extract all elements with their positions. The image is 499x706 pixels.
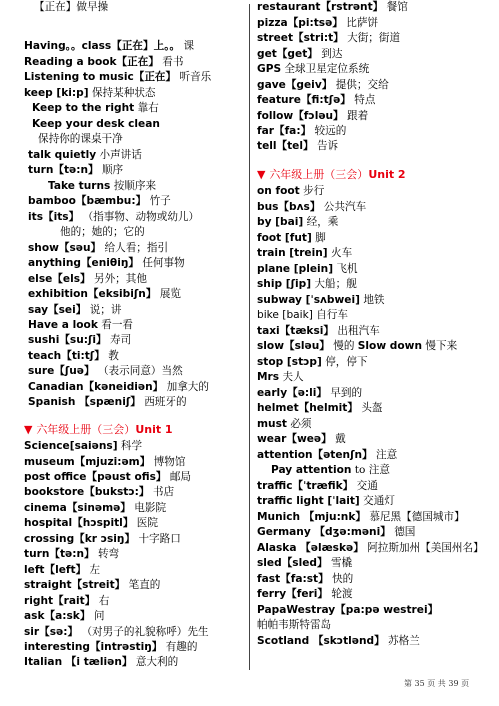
vocab-entry bbox=[28, 194, 171, 208]
page-number: 第 35 页 共 39 页 bbox=[404, 679, 470, 688]
chinese-gloss: 教 bbox=[108, 350, 119, 362]
unit-heading bbox=[257, 168, 406, 182]
chinese-gloss: 左 bbox=[89, 564, 101, 576]
vocab-entry bbox=[257, 339, 457, 353]
english-term: taxi【tæksi】 bbox=[257, 325, 335, 337]
vocab-entry bbox=[257, 200, 366, 214]
chinese-gloss: 停，停下 bbox=[325, 356, 368, 368]
english-term: ask【a:sk】 bbox=[24, 610, 91, 622]
vocab-entry bbox=[28, 364, 183, 378]
english-term: ferry【feri】 bbox=[257, 588, 328, 600]
chinese-gloss: 轮渡 bbox=[331, 588, 353, 600]
chinese-gloss: 地铁 bbox=[363, 294, 385, 306]
vocab-entry bbox=[24, 640, 198, 654]
chinese-gloss: 意大利的 bbox=[135, 656, 179, 668]
chinese-gloss: 帕帕韦斯特雷岛 bbox=[257, 619, 332, 631]
english-term: else【els】 bbox=[28, 273, 91, 285]
english-term: helmet【helmit】 bbox=[257, 402, 358, 414]
english-term: Keep to the right bbox=[32, 102, 135, 114]
chinese-gloss: 医院 bbox=[136, 517, 158, 529]
english-term: cinema【sinəmə】 bbox=[24, 502, 131, 514]
english-term: Pay attention bbox=[271, 464, 352, 476]
vocab-entry bbox=[257, 572, 353, 586]
english-term: sure【ʃuə】 bbox=[28, 365, 95, 377]
chinese-gloss: 竹子 bbox=[149, 195, 171, 207]
chinese-gloss: 寿司 bbox=[110, 334, 132, 346]
vocab-entry bbox=[257, 246, 352, 260]
chinese-gloss: 课 bbox=[183, 40, 195, 52]
vocab-entry bbox=[34, 0, 108, 14]
english-term: turn【tə:n】 bbox=[24, 548, 95, 560]
chinese-gloss: 步行 bbox=[303, 185, 325, 197]
english-term: Alaska 【əlæskə】 bbox=[257, 542, 364, 554]
vocab-entry bbox=[257, 93, 375, 107]
vocab-entry bbox=[257, 541, 484, 555]
english-term: on foot bbox=[257, 185, 300, 197]
english-term: train [trein] bbox=[257, 247, 328, 259]
vocab-entry bbox=[28, 241, 168, 255]
vocab-entry bbox=[257, 78, 389, 92]
english-term: stop [stɔp] bbox=[257, 356, 322, 368]
vocab-entry bbox=[24, 455, 185, 469]
chinese-gloss: 博物馆 bbox=[153, 456, 186, 468]
english-term: right【rait】 bbox=[24, 595, 96, 607]
english-term: plane [plein] bbox=[257, 263, 334, 275]
english-term: bamboo【bæmbu:】 bbox=[28, 195, 147, 207]
vocab-entry bbox=[257, 556, 352, 570]
chinese-gloss: 十字路口 bbox=[138, 533, 181, 545]
english-term: sled【sled】 bbox=[257, 557, 328, 569]
chinese-gloss: 阿拉斯加州【美国州名】 bbox=[367, 542, 484, 554]
chinese-gloss: 问 bbox=[93, 610, 105, 622]
chinese-gloss: 餐馆 bbox=[386, 1, 408, 13]
vocab-entry bbox=[28, 256, 185, 270]
vocab-entry bbox=[28, 318, 133, 332]
english-term: attention【ətenʃn】 bbox=[257, 449, 373, 461]
chinese-gloss: 火车 bbox=[331, 247, 353, 259]
english-term: Slow down bbox=[357, 340, 423, 352]
chinese-gloss: 交通 bbox=[356, 480, 378, 492]
english-term: Spanish 【spæniʃ】 bbox=[28, 396, 141, 408]
chinese-gloss: 转弯 bbox=[97, 548, 120, 560]
chinese-gloss: 脚 bbox=[315, 232, 326, 244]
english-term: bike [baik] bbox=[257, 309, 313, 321]
vocab-entry bbox=[257, 401, 383, 415]
chinese-gloss: 头盔 bbox=[361, 402, 383, 414]
english-term: sir【sə:】 bbox=[24, 626, 79, 638]
vocab-entry bbox=[24, 55, 183, 69]
vocab-entry bbox=[28, 380, 209, 394]
english-term: by [bai] bbox=[257, 216, 304, 228]
chinese-gloss: 早到的 bbox=[330, 387, 363, 399]
vocab-entry bbox=[257, 448, 397, 462]
chinese-gloss: 自行车 bbox=[316, 309, 349, 321]
english-term: post office【pəust ofis】 bbox=[24, 471, 167, 483]
chinese-gloss: 德国 bbox=[394, 526, 416, 538]
english-term: far【fa:】 bbox=[257, 125, 312, 137]
vocab-entry bbox=[257, 308, 348, 322]
english-term: fast【fa:st】 bbox=[257, 573, 329, 585]
english-term: slow【sləu】 bbox=[257, 340, 330, 352]
chinese-gloss: 给人看；指引 bbox=[104, 242, 169, 254]
vocab-entry bbox=[257, 31, 400, 45]
vocab-entry bbox=[257, 386, 362, 400]
english-term: bus【bʌs】 bbox=[257, 201, 321, 213]
english-term: ▼ bbox=[257, 168, 266, 181]
unit-label: Unit 2 bbox=[368, 168, 406, 181]
chinese-gloss: 大街；街道 bbox=[347, 32, 401, 44]
english-term: ship [ʃip] bbox=[257, 278, 312, 290]
chinese-gloss: 大船；舰 bbox=[314, 278, 357, 290]
english-term: foot [fut] bbox=[257, 232, 312, 244]
vocab-entry bbox=[257, 231, 326, 245]
chinese-gloss: 展览 bbox=[159, 288, 181, 300]
vocab-entry bbox=[257, 510, 465, 524]
vocab-entry bbox=[257, 262, 358, 276]
chinese-gloss: 特点 bbox=[354, 94, 376, 106]
chinese-gloss: 有趣的 bbox=[165, 641, 198, 653]
english-term: Canadian【kəneidiən】 bbox=[28, 381, 164, 393]
vocab-entry bbox=[257, 47, 342, 61]
english-term: interesting【intrəstiŋ】 bbox=[24, 641, 163, 653]
vocab-entry bbox=[28, 210, 199, 224]
chinese-gloss: 慢下来 bbox=[425, 340, 458, 352]
english-term: Germany 【dʒə:məni】 bbox=[257, 526, 391, 538]
chinese-gloss: 出租汽车 bbox=[337, 325, 380, 337]
english-term: sushi【su:ʃi】 bbox=[28, 334, 107, 346]
english-term: street【stri:t】 bbox=[257, 32, 344, 44]
english-term: keep [ki:p] bbox=[24, 87, 89, 99]
vocab-entry bbox=[28, 272, 147, 286]
vocab-entry bbox=[257, 355, 368, 369]
english-term: gave【geiv】 bbox=[257, 79, 333, 91]
chinese-gloss: 任何事物 bbox=[142, 257, 185, 269]
vocab-entry bbox=[24, 86, 156, 100]
english-term: early【ə:li】 bbox=[257, 387, 327, 399]
chinese-gloss: 加拿大的 bbox=[166, 381, 209, 393]
chinese-gloss: 书店 bbox=[152, 486, 175, 498]
english-term: Listening to music【正在】 bbox=[24, 71, 177, 83]
vocab-entry bbox=[24, 39, 194, 53]
vocab-entry bbox=[28, 349, 119, 363]
chinese-gloss: 告诉 bbox=[316, 140, 339, 152]
english-term: Reading a book【正在】 bbox=[24, 56, 159, 68]
english-term: hospital【hɔspitl】 bbox=[24, 517, 134, 529]
vocab-entry bbox=[257, 293, 385, 307]
chinese-gloss: 慢的 bbox=[333, 340, 355, 352]
vocab-entry bbox=[257, 324, 380, 338]
english-term: get【get】 bbox=[257, 48, 318, 60]
vocab-entry bbox=[257, 525, 415, 539]
english-term: PapaWestray【pa:pə westrei】 bbox=[257, 604, 439, 616]
english-term: Keep your desk clean bbox=[32, 118, 160, 130]
chinese-gloss: （指事物、动物或幼儿） bbox=[82, 211, 200, 223]
chinese-gloss: 另外；其他 bbox=[94, 273, 147, 285]
english-term: Scotland 【skɔtlənd】 bbox=[257, 635, 385, 647]
english-term: tell【tel】 bbox=[257, 140, 314, 152]
unit-heading bbox=[24, 423, 173, 437]
chinese-gloss: to 注意 bbox=[354, 464, 390, 476]
english-term: say【sei】 bbox=[28, 304, 87, 316]
vocab-entry bbox=[24, 532, 181, 546]
vocab-entry bbox=[257, 618, 331, 632]
chinese-gloss: 注意 bbox=[376, 449, 398, 461]
chinese-gloss: 苏格兰 bbox=[388, 635, 420, 647]
vocab-entry bbox=[32, 101, 159, 115]
column-divider bbox=[249, 4, 250, 670]
chinese-gloss: 全球卫星定位系统 bbox=[284, 63, 370, 75]
vocab-entry bbox=[28, 303, 122, 317]
vocab-entry bbox=[28, 333, 131, 347]
english-term: Mrs bbox=[257, 371, 280, 383]
chinese-gloss: 科学 bbox=[120, 440, 143, 452]
chinese-gloss: 跟着 bbox=[347, 110, 369, 122]
vocab-entry bbox=[28, 163, 123, 177]
vocab-entry bbox=[257, 16, 378, 30]
chinese-gloss: 经，乘 bbox=[306, 216, 339, 228]
chinese-gloss: 他的；她的；它的 bbox=[60, 226, 145, 238]
english-term: show【səu】 bbox=[28, 242, 102, 254]
english-term: museum【mjuzi:əm】 bbox=[24, 456, 151, 468]
chinese-gloss: 快的 bbox=[332, 573, 354, 585]
english-term: anything【eniθiŋ】 bbox=[28, 257, 139, 269]
chinese-gloss: 交通灯 bbox=[363, 495, 395, 507]
vocab-entry bbox=[257, 139, 338, 153]
vocab-entry bbox=[24, 70, 211, 84]
vocab-entry bbox=[24, 470, 191, 484]
chinese-gloss: 必须 bbox=[290, 418, 312, 430]
chinese-gloss: 六年级上册（三会） bbox=[269, 168, 369, 181]
chinese-gloss: 戴 bbox=[335, 433, 346, 445]
chinese-gloss: 听音乐 bbox=[179, 71, 212, 83]
chinese-gloss: 六年级上册（三会） bbox=[36, 423, 136, 436]
chinese-gloss: 公共汽车 bbox=[323, 201, 367, 213]
vocab-entry bbox=[28, 395, 187, 409]
chinese-gloss: 雪橇 bbox=[330, 557, 353, 569]
vocab-entry bbox=[38, 132, 123, 146]
vocab-entry bbox=[28, 148, 142, 162]
english-term: Take turns bbox=[48, 180, 111, 192]
chinese-gloss: 顺序 bbox=[101, 164, 124, 176]
english-term: must bbox=[257, 418, 287, 430]
vocab-entry bbox=[24, 578, 160, 592]
vocab-entry bbox=[32, 117, 160, 131]
english-term: exhibition【eksibiʃn】 bbox=[28, 288, 157, 300]
vocab-entry bbox=[24, 439, 142, 453]
english-term: talk quietly bbox=[28, 149, 97, 161]
english-term: Having。。class【正在】上。。 bbox=[24, 40, 181, 52]
vocab-entry bbox=[257, 432, 346, 446]
english-term: turn【tə:n】 bbox=[28, 164, 99, 176]
chinese-gloss: 邮局 bbox=[169, 471, 192, 483]
vocab-entry bbox=[257, 109, 368, 123]
english-term: Italian 【i tæliən】 bbox=[24, 656, 133, 668]
chinese-gloss: （表示同意）当然 bbox=[97, 365, 183, 377]
chinese-gloss: 右 bbox=[98, 595, 110, 607]
english-term: bookstore【bukstɔ:】 bbox=[24, 486, 150, 498]
english-term: straight【streit】 bbox=[24, 579, 126, 591]
vocab-entry bbox=[271, 463, 390, 477]
vocab-entry bbox=[24, 547, 119, 561]
chinese-gloss: 保持你的课桌干净 bbox=[38, 133, 123, 145]
chinese-gloss: 看一看 bbox=[101, 319, 134, 331]
chinese-gloss: 较远的 bbox=[314, 125, 347, 137]
english-term: traffic light [ˈlait] bbox=[257, 495, 360, 507]
chinese-gloss: 按顺序来 bbox=[113, 180, 157, 192]
vocab-entry bbox=[257, 494, 395, 508]
vocab-entry bbox=[24, 609, 104, 623]
unit-label: Unit 1 bbox=[135, 423, 173, 436]
vocab-entry bbox=[24, 501, 166, 515]
vocab-entry bbox=[24, 485, 174, 499]
english-term: pizza【pi:tsə】 bbox=[257, 17, 343, 29]
chinese-gloss: 看书 bbox=[162, 56, 184, 68]
english-term: restaurant【rstrənt】 bbox=[257, 1, 384, 13]
vocab-entry bbox=[24, 655, 178, 669]
vocab-entry bbox=[257, 370, 304, 384]
vocab-entry bbox=[24, 516, 158, 530]
chinese-gloss: 【正在】做早操 bbox=[34, 1, 109, 13]
chinese-gloss: 比萨饼 bbox=[346, 17, 379, 29]
english-term: subway [ˈsʌbwei] bbox=[257, 294, 360, 306]
english-term: Munich 【mju:nk】 bbox=[257, 511, 366, 523]
english-term: left【left】 bbox=[24, 564, 87, 576]
vocab-entry bbox=[257, 124, 346, 138]
vocab-entry bbox=[257, 62, 369, 76]
vocab-entry bbox=[24, 563, 100, 577]
vocab-entry bbox=[257, 417, 312, 431]
english-term: crossing【kr ɔsiŋ】 bbox=[24, 533, 136, 545]
chinese-gloss: 西班牙的 bbox=[144, 396, 187, 408]
vocab-entry bbox=[257, 587, 353, 601]
english-term: traffic【ˈtræfik】 bbox=[257, 480, 354, 492]
vocab-entry bbox=[257, 184, 324, 198]
chinese-gloss: 提供；交给 bbox=[335, 79, 389, 91]
english-term: Have a look bbox=[28, 319, 98, 331]
vocab-entry bbox=[257, 0, 408, 14]
chinese-gloss: 保持某种状态 bbox=[91, 87, 156, 99]
english-term: follow【fɔləu】 bbox=[257, 110, 344, 122]
chinese-gloss: 电影院 bbox=[134, 502, 167, 514]
chinese-gloss: 飞机 bbox=[336, 263, 358, 275]
vocab-entry bbox=[24, 594, 109, 608]
vocab-entry bbox=[28, 287, 181, 301]
chinese-gloss: 夫人 bbox=[282, 371, 304, 383]
vocab-entry bbox=[257, 479, 378, 493]
vocab-entry bbox=[257, 215, 338, 229]
english-term: Science[saiəns] bbox=[24, 440, 118, 452]
vocab-entry bbox=[257, 277, 357, 291]
vocab-entry bbox=[257, 634, 420, 648]
vocab-entry bbox=[48, 179, 156, 193]
vocab-entry bbox=[257, 603, 438, 617]
english-term: teach【ti:tʃ】 bbox=[28, 350, 105, 362]
chinese-gloss: 说；讲 bbox=[89, 304, 122, 316]
english-term: feature【fi:tʃə】 bbox=[257, 94, 351, 106]
chinese-gloss: （对男子的礼貌称呼）先生 bbox=[81, 626, 209, 638]
english-term: ▼ bbox=[24, 423, 33, 436]
english-term: its【its】 bbox=[28, 211, 80, 223]
vocab-entry bbox=[60, 225, 145, 239]
chinese-gloss: 慕尼黑【德国城市】 bbox=[369, 511, 465, 523]
chinese-gloss: 笔直的 bbox=[128, 579, 161, 591]
english-term: wear【weə】 bbox=[257, 433, 332, 445]
english-term: GPS bbox=[257, 63, 282, 75]
vocab-entry bbox=[24, 625, 209, 639]
chinese-gloss: 靠右 bbox=[137, 102, 159, 114]
chinese-gloss: 到达 bbox=[321, 48, 343, 60]
chinese-gloss: 小声讲话 bbox=[99, 149, 142, 161]
